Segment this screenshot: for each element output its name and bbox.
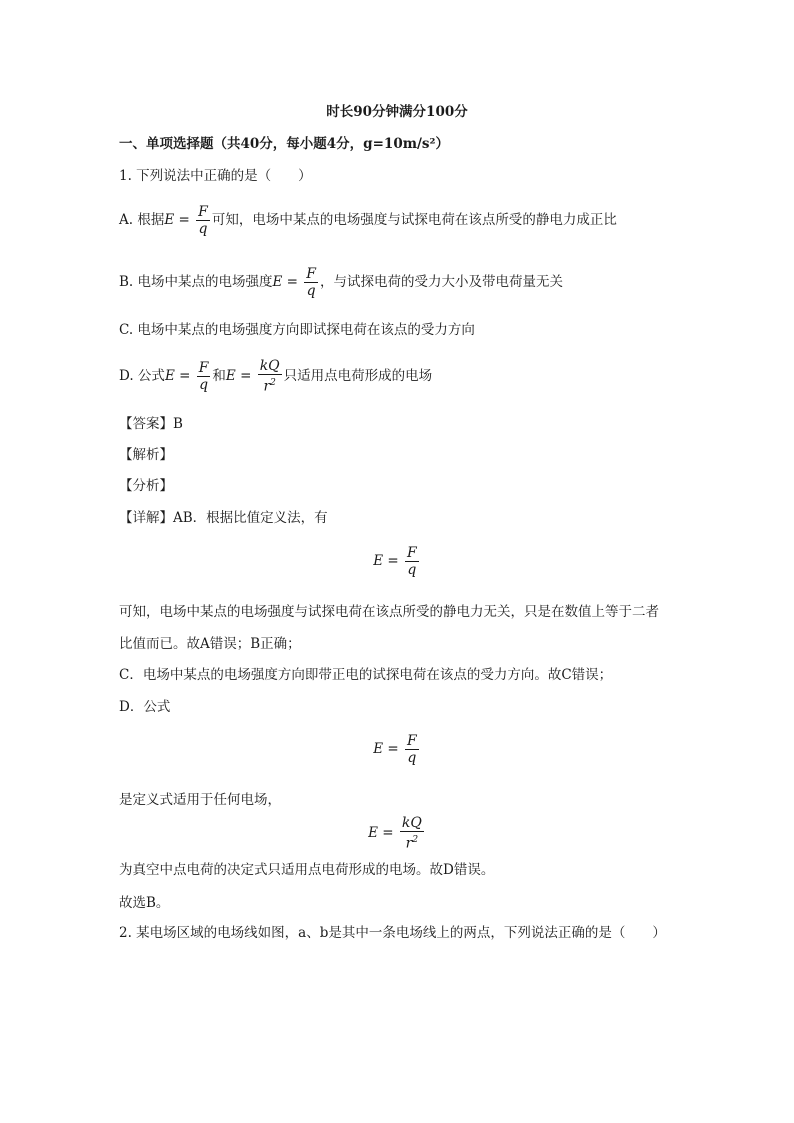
display-formula-2 <box>0 728 794 770</box>
fraction-denominator: q <box>198 221 208 237</box>
fraction-numerator: kQ <box>401 815 422 832</box>
formula-kq-over-r2 <box>400 815 424 852</box>
detailed-solution: 【详解】AB．根据比值定义法，有 <box>119 510 328 526</box>
display-formula-1 <box>0 540 794 582</box>
fraction-numerator: F <box>306 266 316 282</box>
formula-e: E <box>373 741 384 757</box>
conclusion: 故选B。 <box>119 895 170 911</box>
formula-equals: = <box>383 553 404 569</box>
formula-equals: = <box>377 825 398 841</box>
option-d-middle: 和 <box>212 368 226 384</box>
formula-e: E <box>164 212 175 228</box>
radius-symbol: r <box>263 378 271 395</box>
solution-paragraph-4: D．公式 <box>119 699 171 715</box>
fraction-denominator: q <box>199 377 209 393</box>
formula-kq-over-r2 <box>258 358 282 395</box>
formula-e: E <box>368 825 378 841</box>
solution-paragraph-1: 可知，电场中某点的电场强度与试探电荷在该点所受的静电力无关，只是在数值上等于二者 <box>119 604 659 620</box>
solution-paragraph-3: C．电场中某点的电场强度方向即带正电的试探电荷在该点的受力方向。故C错误； <box>119 667 613 683</box>
exponent: 2 <box>412 835 419 846</box>
formula-e: E <box>164 368 175 384</box>
option-d <box>119 356 432 396</box>
formula-e: E <box>272 274 283 290</box>
fraction-numerator: F <box>198 204 208 220</box>
question-2-stem: 2. 某电场区域的电场线如图，a、b是其中一条电场线上的两点，下列说法正确的是（ ） <box>119 925 666 941</box>
fraction-denominator: q <box>407 562 417 578</box>
option-b-prefix: B. 电场中某点的电场强度 <box>119 274 273 290</box>
fraction-denominator <box>400 832 424 852</box>
formula-f-over-q <box>304 266 318 299</box>
formula-f-over-q <box>405 545 419 578</box>
fraction-denominator: q <box>306 283 316 299</box>
fraction-numerator: F <box>407 545 417 561</box>
option-a-suffix: 可知，电场中某点的电场强度与试探电荷在该点所受的静电力成正比 <box>211 212 617 228</box>
display-formula-3 <box>0 812 794 854</box>
answer-label: 【答案】B <box>119 416 183 432</box>
formula-f-over-q <box>405 733 419 766</box>
formula-e: E <box>225 368 236 384</box>
formula-e: E <box>373 553 384 569</box>
formula-equals: = <box>174 368 195 384</box>
solution-paragraph-5: 是定义式适用于任何电场， <box>119 792 281 808</box>
fraction-numerator: kQ <box>259 358 280 375</box>
formula-f-over-q <box>196 204 210 237</box>
option-b-suffix: ，与试探电荷的受力大小及带电荷量无关 <box>320 274 563 290</box>
option-a-prefix: A. 根据 <box>119 212 165 228</box>
solution-paragraph-2: 比值而已。故A错误；B正确； <box>119 636 301 652</box>
formula-equals: = <box>383 741 404 757</box>
formula-equals: = <box>235 368 256 384</box>
radius-symbol: r <box>405 835 413 852</box>
option-d-suffix: 只适用点电荷形成的电场 <box>283 368 433 384</box>
question-1-stem: 1. 下列说法中正确的是（ ） <box>119 168 312 184</box>
fraction-denominator: q <box>407 750 417 766</box>
exponent: 2 <box>270 378 276 389</box>
option-d-prefix: D. 公式 <box>119 368 165 384</box>
analysis-label: 【解析】 <box>119 447 173 463</box>
section-heading: 一、单项选择题（共40分，每小题4分，g=10m/s²） <box>119 136 449 152</box>
fraction-numerator: F <box>407 733 417 749</box>
formula-f-over-q <box>197 360 211 393</box>
option-b <box>119 262 563 302</box>
option-c: C. 电场中某点的电场强度方向即试探电荷在该点的受力方向 <box>119 322 475 338</box>
fraction-numerator: F <box>198 360 209 376</box>
formula-equals: = <box>174 212 195 228</box>
fraction-denominator <box>258 375 282 395</box>
solution-paragraph-6: 为真空中点电荷的决定式只适用点电荷形成的电场。故D错误。 <box>119 862 495 878</box>
formula-equals: = <box>282 274 303 290</box>
option-a <box>119 200 617 240</box>
page-title: 时长90分钟满分100分 <box>326 104 468 120</box>
breakdown-label: 【分析】 <box>119 478 173 494</box>
